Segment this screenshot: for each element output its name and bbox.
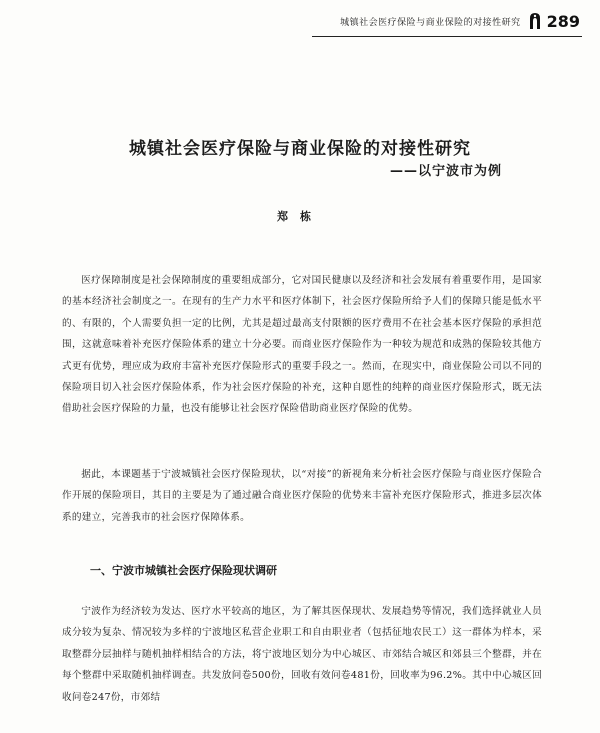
running-header — [318, 8, 580, 34]
section-heading: 一、宁波市城镇社会医疗保险现状调研 — [90, 564, 277, 577]
body-paragraph: 医疗保障制度是社会保障制度的重要组成部分，它对国民健康以及经济和社会发展有着重要作用，是国家的基本经济社会制度之一。在现有的生产力水平和医疗体制下，社会医疗保险所给予人们的保障只能是低水平的、有限的，个人需要负担一定的比例，尤其是超过最高支付限额的医疗费用不在社会基本医疗保险的承担范围，这就意味着补充医疗保险体系的建立十分必要。而商业医疗保险作为一种较为规范和成熟的保险较其他方式更有优势，理应成为政府丰富补充医疗保险形式的重要手段之一。然而，在现实中，商业保险公司以不同的保险项目切入社会医疗保险体系，作为社会医疗保险的补充，这种自愿性的纯粹的商业医疗保险形式，既无法借助社会医疗保险的力量，也没有能够让社会医疗保险借助商业医疗保险的优势。 — [62, 275, 542, 415]
article-subtitle: ——以宁波市为例 — [390, 164, 503, 179]
page-number: 289 — [546, 11, 580, 31]
author: 郑栋 — [277, 210, 323, 223]
header-rule — [312, 36, 582, 37]
journal-emblem-icon — [527, 12, 543, 30]
body-paragraph: 宁波作为经济较为发达、医疗水平较高的地区，为了解其医保现状、发展趋势等情况，我们选择就业人员成分较为复杂、情况较为多样的宁波地区私营企业职工和自由职业者（包括征地农民工）这一群体为样本，采取整群分层抽样与随机抽样相结合的方法，将宁波地区划分为中心城区、市郊结合城区和郊县三个整群，并在每个整群中采取随机抽样调查。共发放问卷500份，回收有效问卷481份，回收率为96.2%。其中中心城区回收问卷247份，市郊结 — [62, 606, 542, 703]
running-header-title: 城镇社会医疗保险与商业保险的对接性研究 — [340, 17, 521, 28]
body-paragraph: 据此，本课题基于宁波城镇社会医疗保险现状，以“对接”的新视角来分析社会医疗保险与商业医疗保险合作开展的保险项目，其目的主要是为了通过融合商业医疗保险的优势来丰富补充医疗保险形式，推进多层次体系的建立，完善我市的社会医疗保障体系。 — [62, 469, 542, 523]
article-title: 城镇社会医疗保险与商业保险的对接性研究 — [129, 139, 471, 159]
